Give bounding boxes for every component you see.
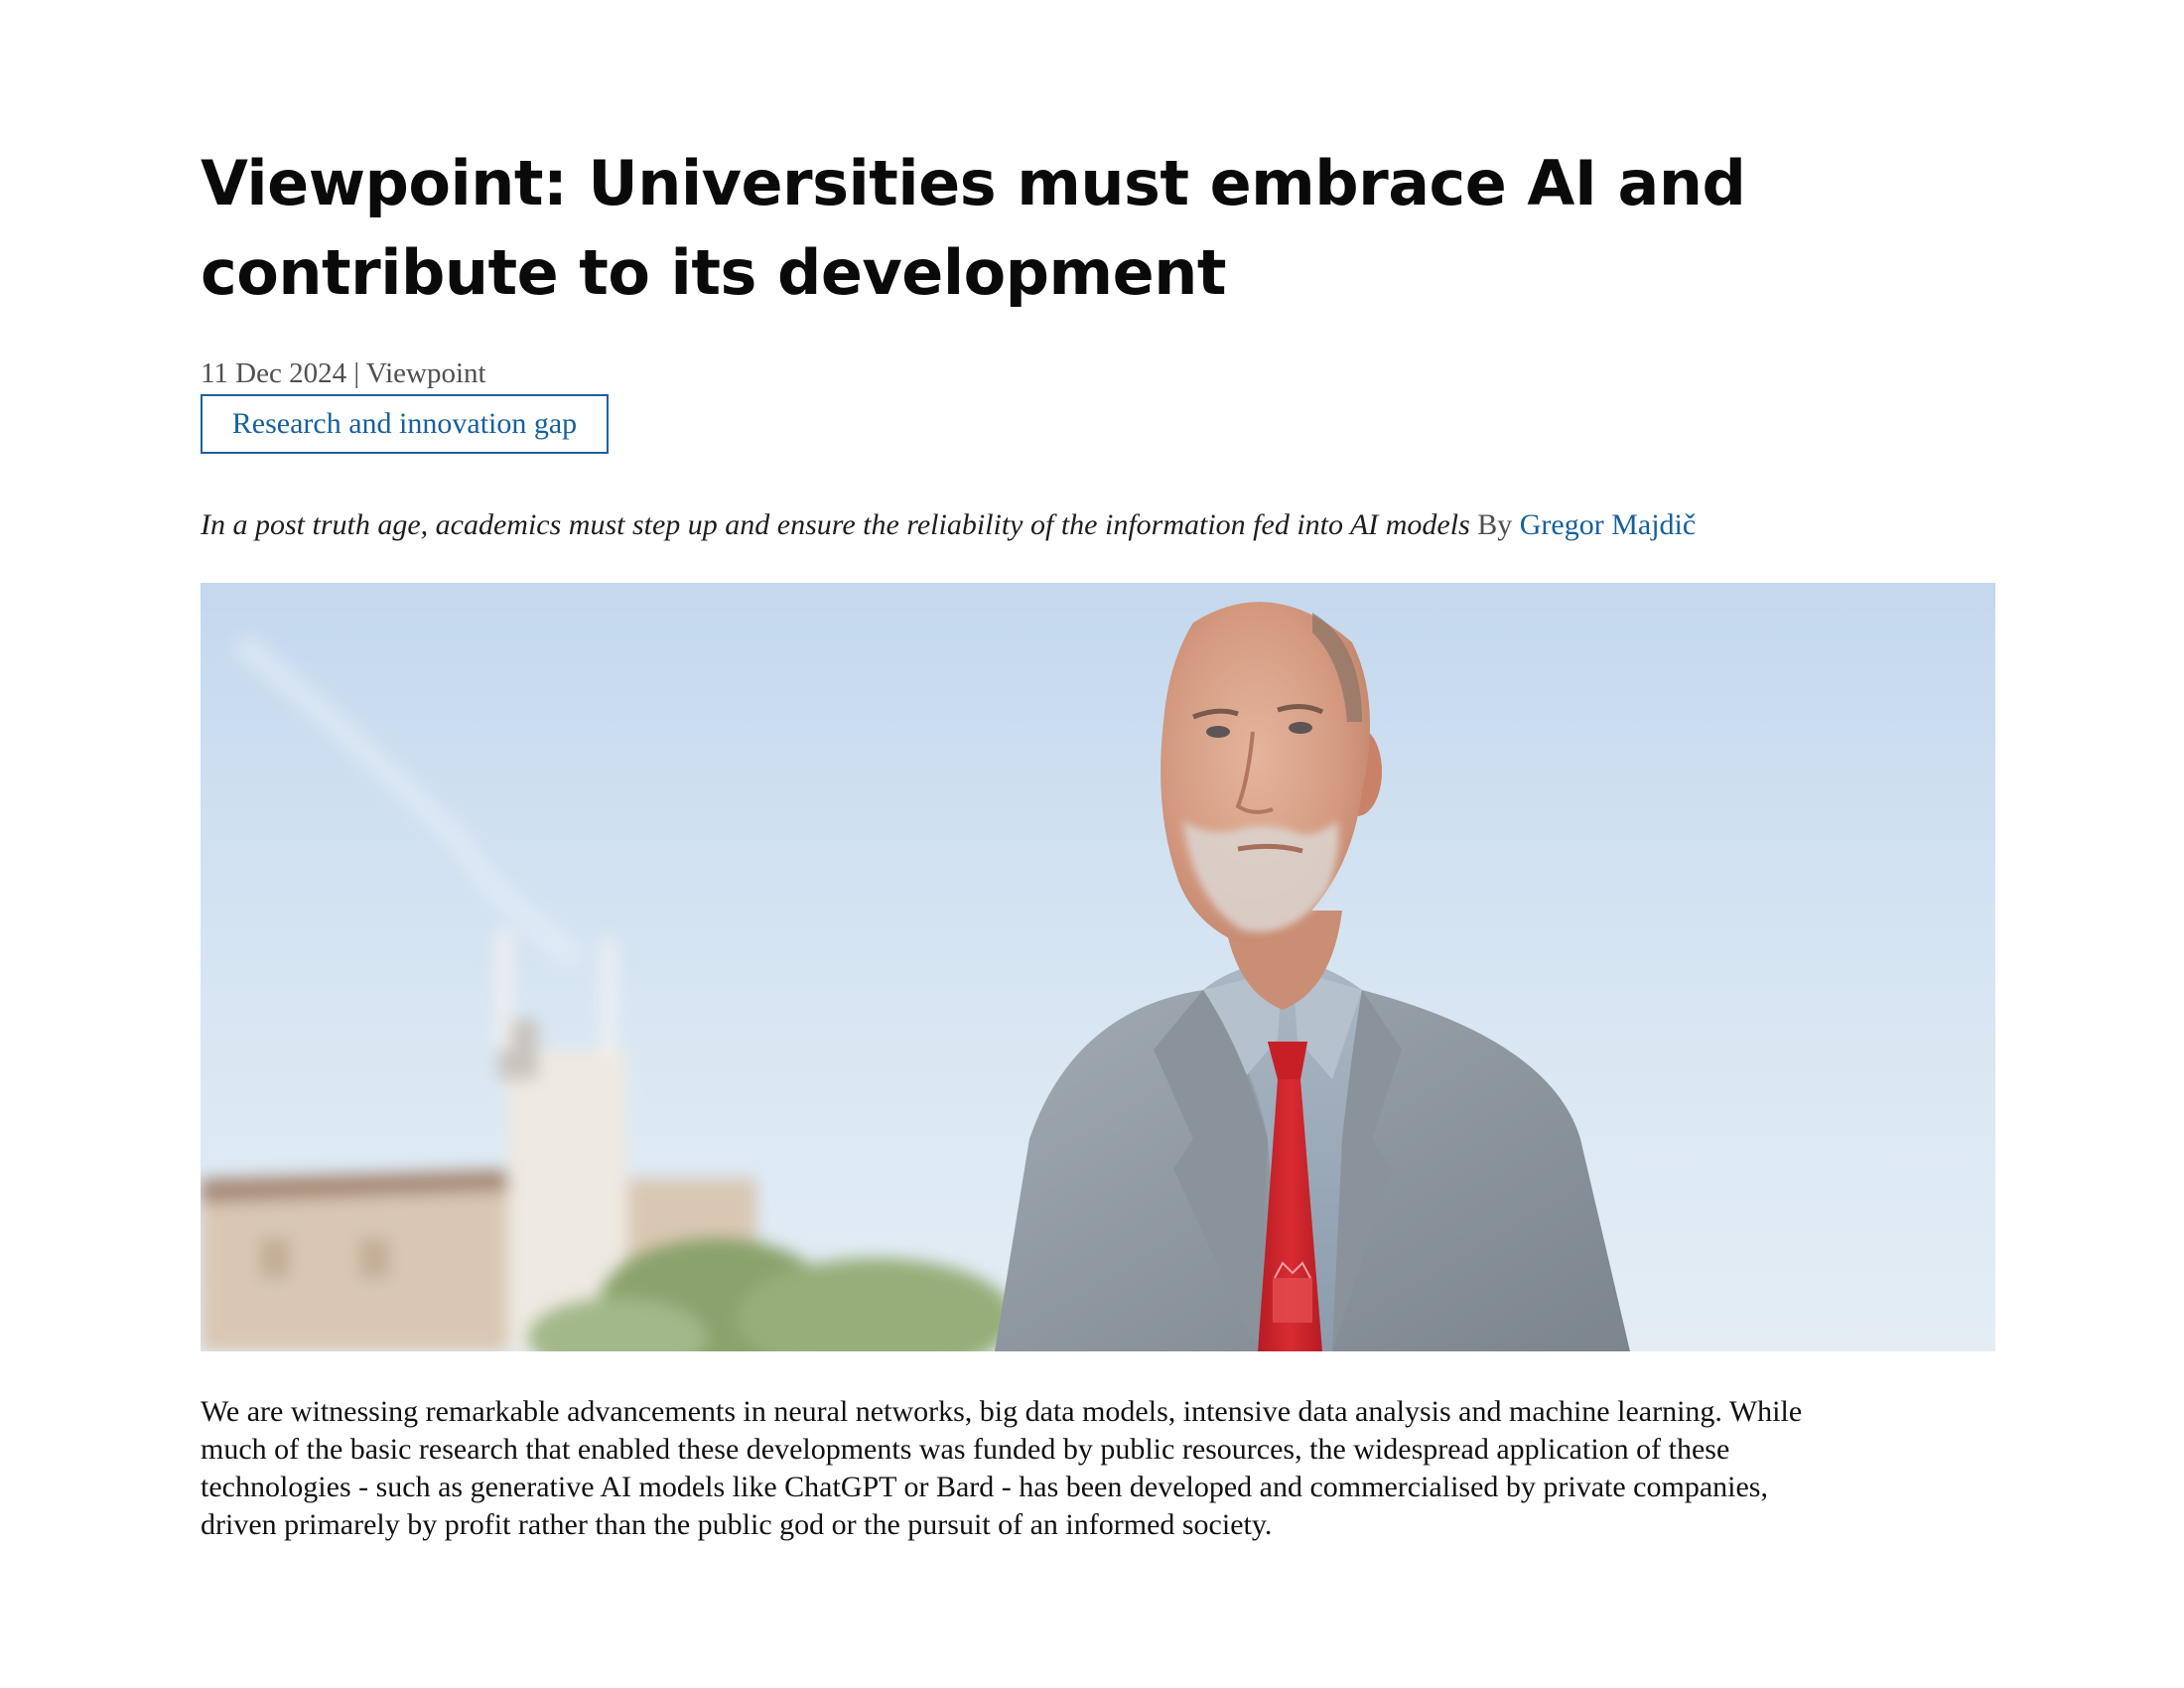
- body-line: much of the basic research that enabled these developments was funded by public resources, the widespread application of these: [201, 1433, 1730, 1466]
- body-line: driven primarely by profit rather than the public god or the pursuit of an informed society.: [201, 1508, 1273, 1541]
- article-title-line: contribute to its development: [201, 236, 1226, 309]
- standfirst: [201, 507, 1696, 543]
- article-meta: 11 Dec 2024 | Viewpoint: [201, 357, 486, 389]
- byline-prefix: By: [1477, 508, 1513, 541]
- article-title: [201, 139, 2047, 318]
- article-body-paragraph: [201, 1393, 2017, 1544]
- body-line: technologies - such as generative AI models like ChatGPT or Bard - has been developed and commercialised by private companies,: [201, 1471, 1768, 1503]
- hero-photo: [201, 583, 1995, 1351]
- body-line: We are witnessing remarkable advancements in neural networks, big data models, intensive data analysis and machine learning. While: [201, 1395, 1803, 1428]
- article-title-line: Viewpoint: Universities must embrace AI and: [201, 147, 1746, 219]
- standfirst-text: In a post truth age, academics must step up and ensure the reliability of the information fed into AI models: [201, 508, 1470, 541]
- author-link[interactable]: Gregor Majdič: [1519, 508, 1697, 541]
- topic-tag-link[interactable]: Research and innovation gap: [201, 394, 609, 454]
